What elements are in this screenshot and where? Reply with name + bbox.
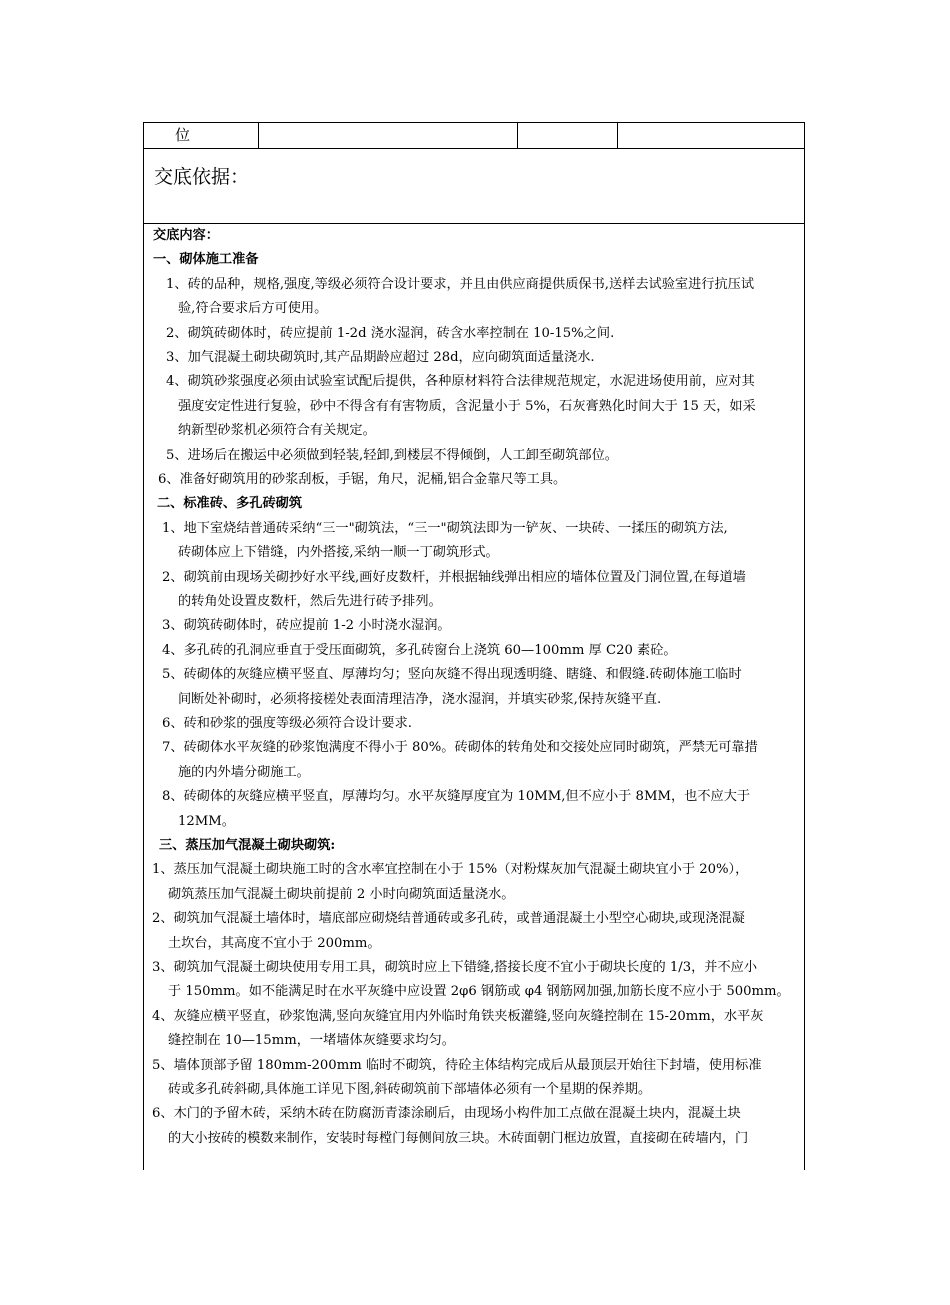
position-value-cell <box>259 123 518 148</box>
list-item-line: 5、进场后在搬运中必须做到轻装,轻卸,到楼层不得倾倒，人工卸至砌筑部位。 <box>166 447 618 463</box>
list-item-line: 的大小按砖的模数来制作，安装时每樘门每侧间放三块。木砖面朝门框边放置，直接砌在砖墙内，门 <box>168 1130 749 1146</box>
basis-label: 交底依据： <box>154 166 250 188</box>
list-item-line: 3、砌筑砖砌体时，砖应提前 1-2 小时浇水湿润。 <box>162 618 451 634</box>
list-item-line: 4、多孔砖的孔洞应垂直于受压面砌筑，多孔砖窗台上浇筑 60—100mm 厚 C20 素砼。 <box>162 642 677 658</box>
list-item-line: 8、砖砌体的灰缝应横平竖直，厚薄均匀。水平灰缝厚度宜为 10MM,但不应小于 8MM，也不应大于 <box>162 789 751 805</box>
list-item-line: 3、砌筑加气混凝土砌块使用专用工具，砌筑时应上下错缝,搭接长度不宜小于砌块长度的 1/3，并不应小 <box>152 960 758 975</box>
list-item-line: 6、砖和砂浆的强度等级必须符合设计要求. <box>162 716 412 731</box>
list-item-line: 1、地下室烧结普通砖采纳“三一"砌筑法，“三一"砌筑法即为一铲灰、一块砖、一揉压的砌筑方法, <box>162 520 728 536</box>
position-label: 位 <box>175 126 191 144</box>
header-row <box>144 123 804 149</box>
list-item-line: 6、准备好砌筑用的砂浆刮板，手锯，角尺，泥桶,铝合金靠尺等工具。 <box>158 472 567 487</box>
section-heading: 二、标准砖、多孔砖砌筑 <box>157 496 303 512</box>
section-heading: 三、蒸压加气混凝土砌块砌筑: <box>159 838 336 853</box>
list-item-line: 间断处补砌时，必须将接槎处表面清理洁净，浇水湿润，并填实砂浆,保持灰缝平直. <box>178 691 662 707</box>
list-item-line: 纳新型砂浆机必须符合有关规定。 <box>178 423 376 439</box>
list-item-line: 2、砌筑前由现场关砌抄好水平线,画好皮数杆，并根据轴线弹出相应的墙体位置及门洞位置,在每道墙 <box>162 569 746 585</box>
list-item-line: 强度安定性进行复验，砂中不得含有有害物质，含泥量小于 5%，石灰膏熟化时间大于 15 天，如采 <box>178 398 756 414</box>
list-item-line: 1、蒸压加气混凝土砌块施工时的含水率宜控制在小于 15%（对粉煤灰加气混凝土砌块宜小于 20%）， <box>152 862 749 878</box>
list-item-line: 砌筑蒸压加气混凝土砌块前提前 2 小时向砌筑面适量浇水。 <box>168 886 515 902</box>
list-item-line: 5、砖砌体的灰缝应横平竖直、厚薄均匀；竖向灰缝不得出现透明缝、瞎缝、和假缝.砖砌体施工临时 <box>162 667 742 683</box>
list-item-line: 施的内外墙分砌施工。 <box>178 764 310 780</box>
list-item-line: 3、加气混凝土砌块砌筑时,其产品期龄应超过 28d，应向砌筑面适量浇水. <box>166 350 595 365</box>
list-item-line: 4、砌筑砂浆强度必须由试验室试配后提供，各种原材料符合法律规范规定，水泥进场使用前，应对其 <box>166 374 755 390</box>
list-item-line: 2、砌筑加气混凝土墙体时，墙底部应砌烧结普通砖或多孔砖，或普通混凝土小型空心砌块,或现浇混凝 <box>152 911 745 927</box>
list-item-line: 12MM。 <box>178 813 235 829</box>
list-item-line: 的转角处设置皮数杆，然后先进行砖予排列。 <box>178 594 442 609</box>
list-item-line: 于 150mm。如不能满足时在水平灰缝中应设置 2φ6 钢筋或 φ4 钢筋网加强,加筋长度不应小于 500mm。 <box>168 984 790 1000</box>
section-heading: 一、砌体施工准备 <box>153 252 259 268</box>
list-item-line: 砖或多孔砖斜砌,具体施工详见下图,斜砖砌筑前下部墙体必须有一个星期的保养期。 <box>168 1082 652 1097</box>
list-item-line: 1、砖的品种，规格,强度,等级必须符合设计要求，并且由供应商提供质保书,送样去试验室进行抗压试 <box>166 276 755 292</box>
list-item-line: 4、灰缝应横平竖直，砂浆饱满,竖向灰缝宜用内外临时角铁夹板灌缝,竖向灰缝控制在 15-20mm，水平灰 <box>152 1008 764 1024</box>
list-item-line: 缝控制在 10—15mm，一堵墙体灰缝要求均匀。 <box>168 1033 455 1049</box>
basis-row <box>144 148 804 224</box>
list-item-line: 土坎台，其高度不宜小于 200mm。 <box>168 935 381 951</box>
list-item-line: 验,符合要求后方可使用。 <box>178 301 328 317</box>
list-item-line: 2、砌筑砖砌体时，砖应提前 1-2d 浇水湿润，砖含水率控制在 10-15%之间. <box>166 325 615 341</box>
list-item-line: 砖砌体应上下错缝，内外搭接,采纳一顺一丁砌筑形式。 <box>178 545 499 561</box>
disclosure-form <box>143 122 805 1170</box>
content-title: 交底内容： <box>153 228 219 243</box>
list-item-line: 7、砖砌体水平灰缝的砂浆饱满度不得小于 80%。砖砌体的转角处和交接处应同时砌筑，严禁无可靠措 <box>162 740 758 756</box>
list-item-line: 6、木门的予留木砖，采纳木砖在防腐沥青漆涂刷后，由现场小构件加工点做在混凝土块内，混凝土块 <box>152 1106 741 1122</box>
extra-label-cell <box>518 123 618 148</box>
list-item-line: 5、墙体顶部予留 180mm-200mm 临时不砌筑，待砼主体结构完成后从最顶层开始往下封墙，使用标准 <box>152 1057 762 1073</box>
position-cell <box>144 123 259 148</box>
